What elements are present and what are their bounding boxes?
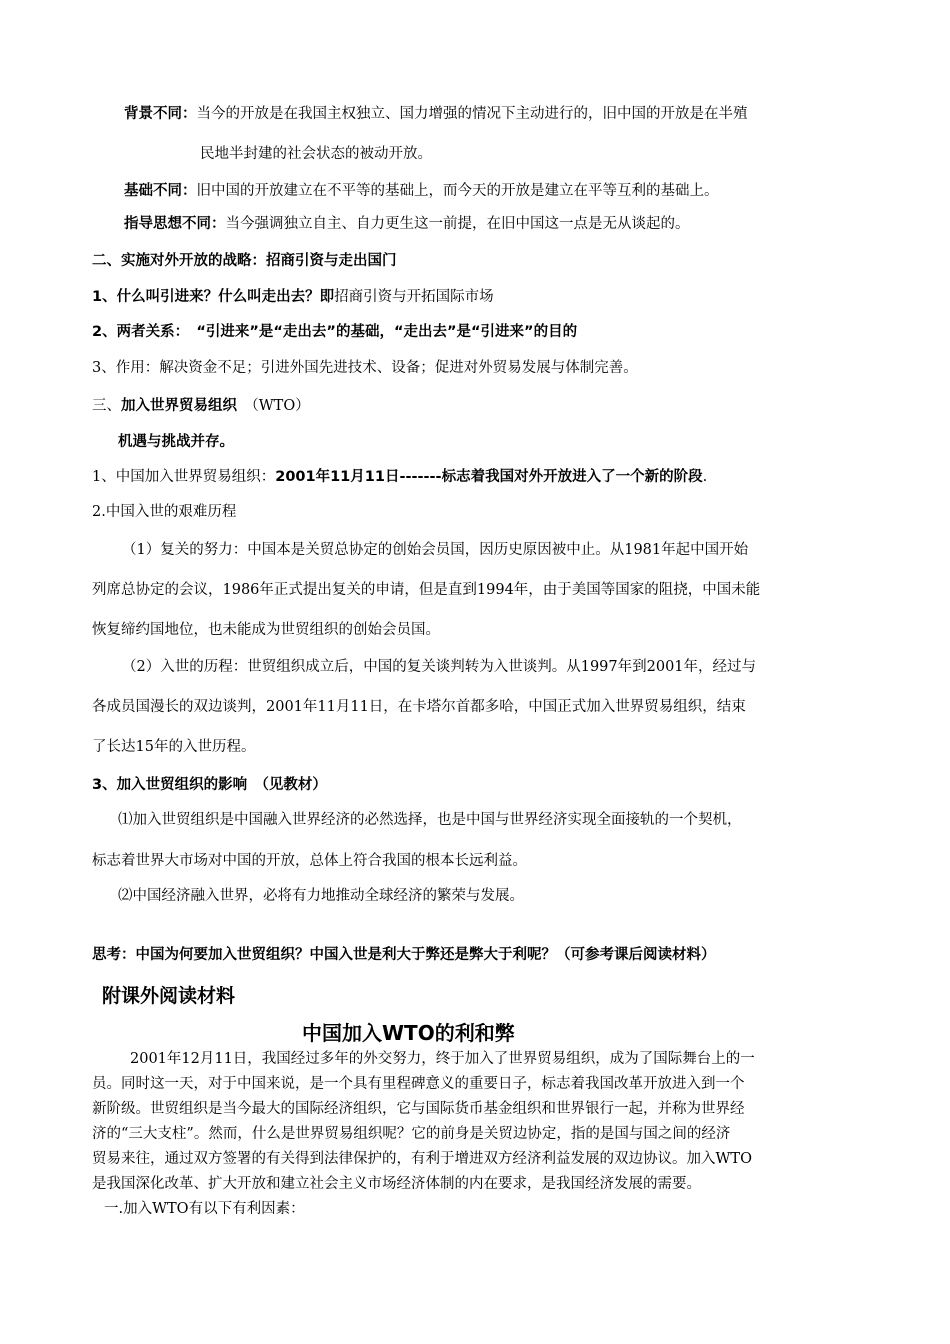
guide-text: 当今强调独立自主、自力更生这一前提，在旧中国这一点是无从谈起的。	[225, 216, 690, 232]
reading-line-1: 2001年12月11日，我国经过多年的外交努力，终于加入了世界贸易组织，成为了国际舞台上的一	[130, 1051, 755, 1067]
p1-b: 2001年11月11日-------标志着我国对外开放进入了一个新的阶段	[275, 469, 703, 485]
reading-line-5: 贸易来往，通过双方签署的有关得到法律保护的，有利于增进双方经济利益发展的双边协议。加入WTO	[92, 1151, 752, 1167]
p3-1-line-1: ⑴加入世贸组织是中国融入世界经济的必然选择，也是中国与世界经济实现全面接轨的一个契机，	[118, 812, 742, 828]
section2-q1	[92, 287, 494, 307]
bg-line-2: 民地半封建的社会状态的被动开放。	[200, 146, 432, 162]
base-label: 基础不同：	[124, 183, 197, 199]
section2-q2: 2、两者关系： “引进来”是“走出去”的基础，“走出去”是“引进来”的目的	[92, 324, 578, 340]
reading-line-3: 新阶级。世贸组织是当今最大的国际经济组织，它与国际货币基金组织和世界银行一起，并称为世界经	[92, 1101, 745, 1117]
section3-p1	[92, 467, 707, 487]
section3-p3-title: 3、加入世贸组织的影响 （见教材）	[92, 777, 327, 793]
reading-title: 中国加入WTO的利和弊	[302, 1021, 515, 1045]
reading-line-4: 济的“三大支柱”。然而，什么是世界贸易组织呢？它的前身是关贸边协定，指的是国与国之间的经济	[92, 1126, 731, 1142]
base-text: 旧中国的开放建立在不平等的基础上，而今天的开放是建立在平等互利的基础上。	[196, 183, 719, 199]
p2-1-line-1: （1）复关的努力：中国本是关贸总协定的创始会员国，因历史原因被中止。从1981年起中国开始	[122, 542, 749, 558]
p2-2-line-3: 了长达15年的入世历程。	[92, 739, 256, 755]
guide-label: 指导思想不同：	[124, 216, 226, 232]
bg-label: 背景不同：	[124, 106, 197, 122]
p1-c: .	[702, 469, 708, 485]
section2-heading: 二、实施对外开放的战略：招商引资与走出国门	[92, 253, 397, 269]
section3-heading-tail: （WTO）	[237, 398, 310, 414]
reading-line-2: 员。同时这一天，对于中国来说，是一个具有里程碑意义的重要日子，标志着我国改革开放进入到一个	[92, 1076, 745, 1092]
p2-2-line-2: 各成员国漫长的双边谈判，2001年11月11日，在卡塔尔首都多哈，中国正式加入世界贸易组织，结束	[92, 699, 746, 715]
section3-p2-title: 2.中国入世的艰难历程	[92, 504, 237, 520]
section3-sub: 机遇与挑战并存。	[118, 434, 234, 450]
section3-num: 三、	[92, 398, 121, 414]
p3-1-line-2: 标志着世界大市场对中国的开放，总体上符合我国的根本长远利益。	[92, 853, 527, 869]
p2-2-line-1: （2）入世的历程：世贸组织成立后，中国的复关谈判转为入世谈判。从1997年到2001年，经过与	[122, 659, 757, 675]
base-line	[124, 181, 719, 201]
q1-text: 招商引资与开拓国际市场	[334, 289, 494, 305]
p1-a: 1、中国加入世界贸易组织：	[92, 469, 276, 485]
reading-heading: 附课外阅读材料	[102, 985, 236, 1007]
think-question: 思考：中国为何要加入世贸组织？中国入世是利大于弊还是弊大于利呢？（可参考课后阅读材料）	[92, 947, 716, 963]
bg-line-1	[124, 104, 748, 124]
section3-heading-bold: 加入世界贸易组织	[121, 398, 237, 414]
q1-bold: 1、什么叫引进来？什么叫走出去？即	[92, 289, 335, 305]
section3-heading	[92, 396, 310, 416]
bg-text-1: 当今的开放是在我国主权独立、国力增强的情况下主动进行的，旧中国的开放是在半殖	[196, 106, 748, 122]
p2-1-line-3: 恢复缔约国地位，也未能成为世贸组织的创始会员国。	[92, 622, 440, 638]
reading-line-7: 一.加入WTO有以下有利因素：	[104, 1201, 305, 1217]
section2-q3: 3、作用：解决资金不足；引进外国先进技术、设备；促进对外贸易发展与体制完善。	[92, 360, 638, 376]
p2-1-line-2: 列席总协定的会议，1986年正式提出复关的申请，但是直到1994年，由于美国等国家的阻挠，中国未能	[92, 582, 761, 598]
p3-2-line: ⑵中国经济融入世界，必将有力地推动全球经济的繁荣与发展。	[118, 888, 524, 904]
guide-line	[124, 214, 690, 234]
reading-line-6: 是我国深化改革、扩大开放和建立社会主义市场经济体制的内在要求，是我国经济发展的需要。	[92, 1176, 701, 1192]
